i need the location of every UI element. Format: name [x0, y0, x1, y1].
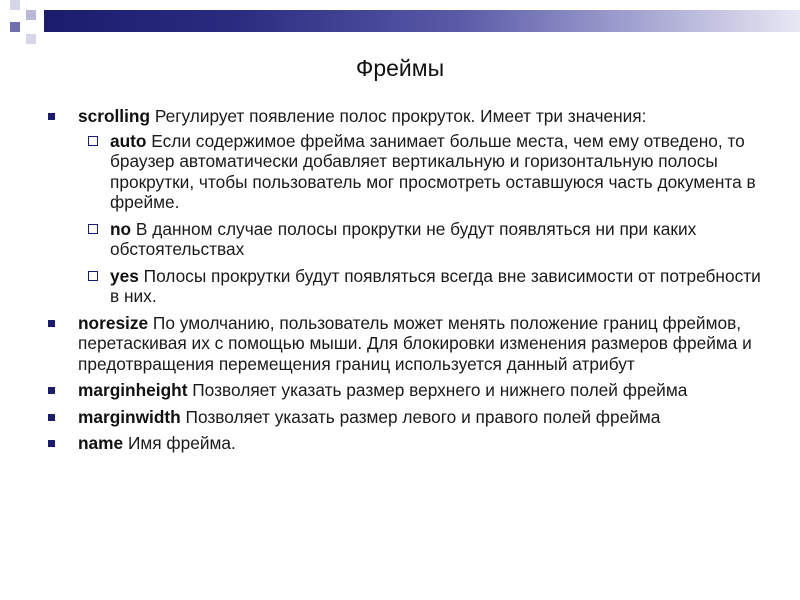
bullet-icon [48, 440, 55, 447]
list-item [48, 433, 768, 454]
attribute-description: Позволяет указать размер левого и правого полей фрейма [180, 406, 661, 427]
attribute-term: noresize [78, 312, 149, 333]
attribute-term: marginheight [78, 380, 188, 400]
attribute-term: scrolling [78, 106, 151, 126]
sub-list [80, 131, 768, 307]
bullet-icon [48, 387, 55, 394]
decor-square-icon [26, 10, 36, 20]
decor-square-icon [10, 22, 20, 32]
bullet-icon [48, 414, 55, 421]
list-item [48, 313, 768, 375]
value-term: no [110, 218, 132, 239]
sub-bullet-icon [88, 271, 98, 281]
attribute-term: marginwidth [78, 406, 181, 427]
bullet-icon [48, 113, 55, 120]
decor-square-icon [10, 0, 20, 10]
sub-bullet-icon [88, 136, 98, 146]
bullet-icon [48, 320, 55, 327]
sub-list-item [80, 131, 768, 213]
attribute-term: name [78, 433, 124, 453]
list-item [48, 380, 768, 401]
sub-bullet-icon [88, 224, 98, 234]
value-term: auto [110, 130, 147, 151]
bullet-list [48, 106, 768, 460]
list-item [48, 106, 768, 307]
value-term: yes [110, 265, 139, 286]
attribute-description: Регулирует появление полос прокруток. Имеет три значения: [150, 106, 647, 126]
sub-list-item [80, 219, 768, 260]
slide-title: Фреймы [355, 55, 445, 81]
value-description: Если содержимое фрейма занимает больше места, чем ему отведено, то браузер автоматически добавляет вертикальную и горизонтальную полосы прокрутки, чтобы пользователь мог просмотреть оставшуюся часть документа в фрейме. [110, 130, 756, 212]
value-description: В данном случае полосы прокрутки не будут появляться ни при каких обстоятельствах [110, 218, 697, 259]
attribute-description: Позволяет указать размер верхнего и нижнего полей фрейма [187, 380, 688, 400]
list-item [48, 407, 768, 428]
attribute-description: По умолчанию, пользователь может менять положение границ фреймов, перетаскивая их с помощью мыши. Для блокировки изменения размеров фрейма и предотвращения перемещения границ используется данный атрибут [78, 312, 752, 374]
sub-list-item [80, 266, 768, 307]
header-band [0, 0, 800, 34]
attribute-description: Имя фрейма. [123, 433, 236, 453]
header-gradient-bar [44, 10, 800, 32]
value-description: Полосы прокрутки будут появляться всегда вне зависимости от потребности в них. [110, 265, 761, 306]
decor-square-icon [26, 34, 36, 44]
